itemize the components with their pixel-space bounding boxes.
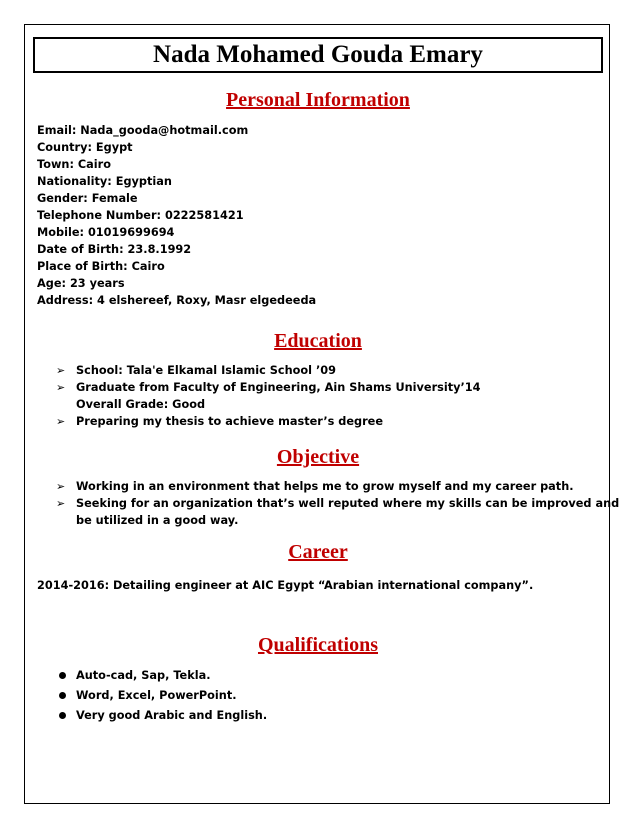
objective-item: Working in an environment that helps me to grow myself and my career path. bbox=[76, 480, 574, 493]
heading-personal-information: Personal Information bbox=[226, 89, 410, 111]
qualification-item: Very good Arabic and English. bbox=[76, 709, 268, 722]
arrow-bullet-icon: ➢ bbox=[56, 415, 66, 428]
info-country: Country: Egypt bbox=[37, 141, 133, 154]
bullet-dot-icon bbox=[59, 692, 66, 699]
info-town: Town: Cairo bbox=[37, 158, 112, 171]
info-address: Address: 4 elshereef, Roxy, Masr elgedeeda bbox=[37, 294, 317, 307]
heading-objective: Objective bbox=[276, 446, 360, 468]
education-item: School: Tala'e Elkamal Islamic School ’09 bbox=[76, 364, 336, 377]
bullet-dot-icon bbox=[59, 672, 66, 679]
arrow-bullet-icon: ➢ bbox=[56, 381, 66, 394]
heading-qualifications: Qualifications bbox=[257, 634, 378, 656]
bullet-dot-icon bbox=[59, 712, 66, 719]
info-telephone: Telephone Number: 0222581421 bbox=[37, 209, 244, 222]
objective-item: Seeking for an organization that’s well reputed where my skills can be improved and bbox=[76, 497, 620, 510]
heading-education: Education bbox=[274, 330, 362, 352]
education-item-continuation: Overall Grade: Good bbox=[76, 398, 206, 411]
info-mobile: Mobile: 01019699694 bbox=[37, 226, 175, 239]
heading-career: Career bbox=[288, 541, 348, 563]
info-gender: Gender: Female bbox=[37, 192, 138, 205]
education-item: Graduate from Faculty of Engineering, Ain Shams University’14 bbox=[76, 381, 481, 394]
name-title: Nada Mohamed Gouda Emary bbox=[33, 37, 603, 73]
career-line: 2014-2016: Detailing engineer at AIC Egypt “Arabian international company”. bbox=[37, 579, 534, 592]
education-item: Preparing my thesis to achieve master’s degree bbox=[76, 415, 384, 428]
arrow-bullet-icon: ➢ bbox=[56, 364, 66, 377]
arrow-bullet-icon: ➢ bbox=[56, 497, 66, 510]
info-place-of-birth: Place of Birth: Cairo bbox=[37, 260, 165, 273]
info-email: Email: Nada_gooda@hotmail.com bbox=[37, 124, 249, 137]
objective-item-continuation: be utilized in a good way. bbox=[76, 514, 239, 527]
qualification-item: Word, Excel, PowerPoint. bbox=[76, 689, 237, 702]
info-nationality: Nationality: Egyptian bbox=[37, 175, 172, 188]
qualification-item: Auto-cad, Sap, Tekla. bbox=[76, 669, 211, 682]
info-date-of-birth: Date of Birth: 23.8.1992 bbox=[37, 243, 192, 256]
arrow-bullet-icon: ➢ bbox=[56, 480, 66, 493]
info-age: Age: 23 years bbox=[37, 277, 125, 290]
